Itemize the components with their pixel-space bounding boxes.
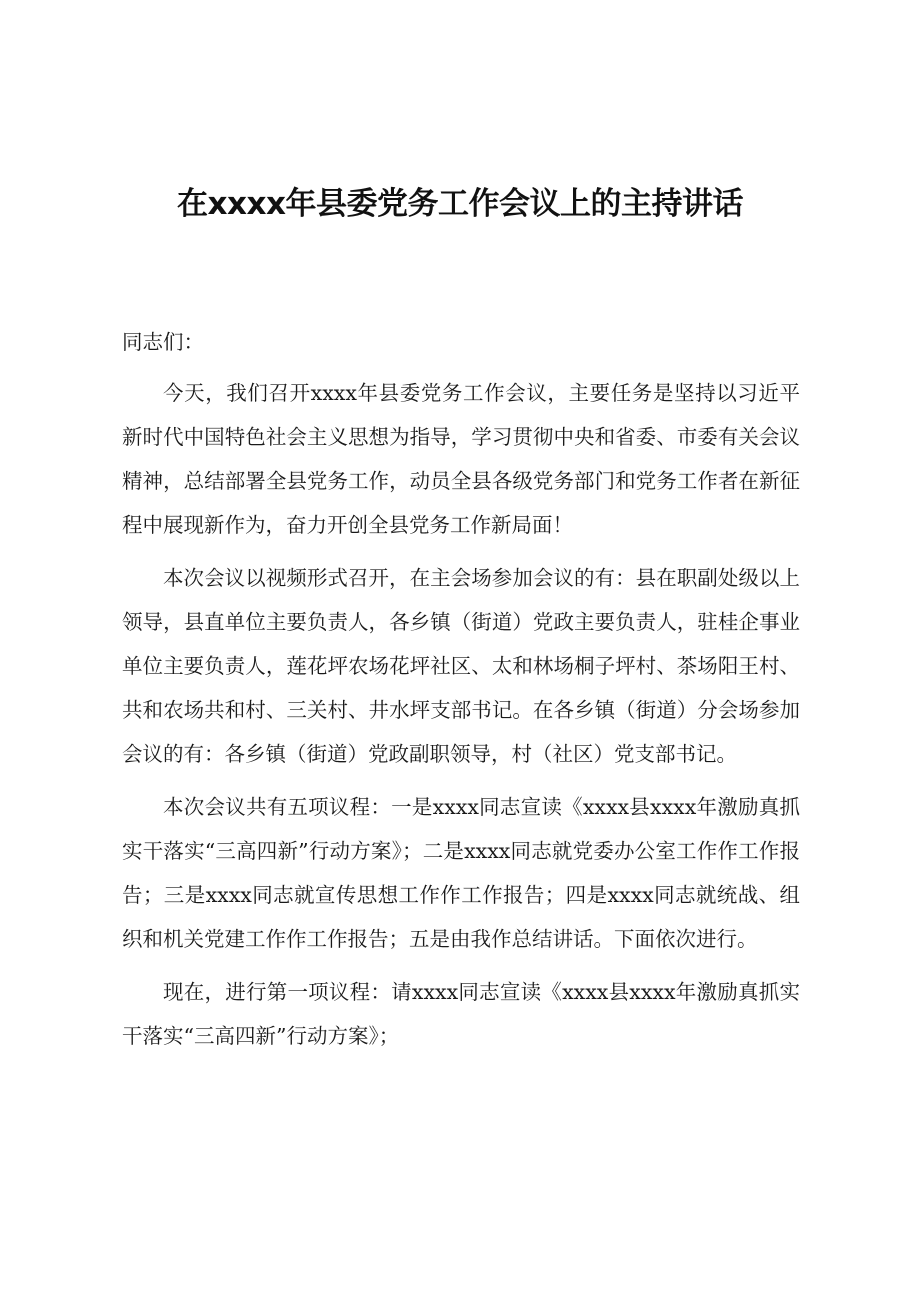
paragraph-attendees: 本次会议以视频形式召开，在主会场参加会议的有：县在职副处级以上领导，县直单位主要负责人，各乡镇（街道）党政主要负责人，驻桂企事业单位主要负责人，莲花坪农场花坪社区、太和林场桐子坪村、茶场阳王村、共和农场共和村、三关村、井水坪支部书记。在各乡镇（街道）分会场参加会议的有：各乡镇（街道）党政副职领导，村（社区）党支部书记。 bbox=[122, 566, 800, 766]
salutation: 同志们： bbox=[122, 330, 204, 354]
paragraph-agenda: 本次会议共有五项议程：一是xxxx同志宣读《xxxx县xxxx年激励真抓实干落实“三高四新”行动方案》；二是xxxx同志就党委办公室工作作工作报告；三是xxxx同志就宣传思想工作作工作报告；四是xxxx同志就统战、组织和机关党建工作作工作报告；五是由我作总结讲话。下面依次进行。 bbox=[122, 795, 800, 951]
paragraph-first-item: 现在，进行第一项议程：请xxxx同志宣读《xxxx县xxxx年激励真抓实干落实“三高四新”行动方案》； bbox=[122, 980, 800, 1048]
document-body bbox=[122, 320, 800, 1058]
paragraph-opening: 今天，我们召开xxxx年县委党务工作会议，主要任务是坚持以习近平新时代中国特色社会主义思想为指导，学习贯彻中央和省委、市委有关会议精神，总结部署全县党务工作，动员全县各级党务部门和党务工作者在新征程中展现新作为，奋力开创全县党务工作新局面！ bbox=[122, 381, 800, 537]
document-title: 在xxxx年县委党务工作会议上的主持讲话 bbox=[177, 186, 743, 222]
